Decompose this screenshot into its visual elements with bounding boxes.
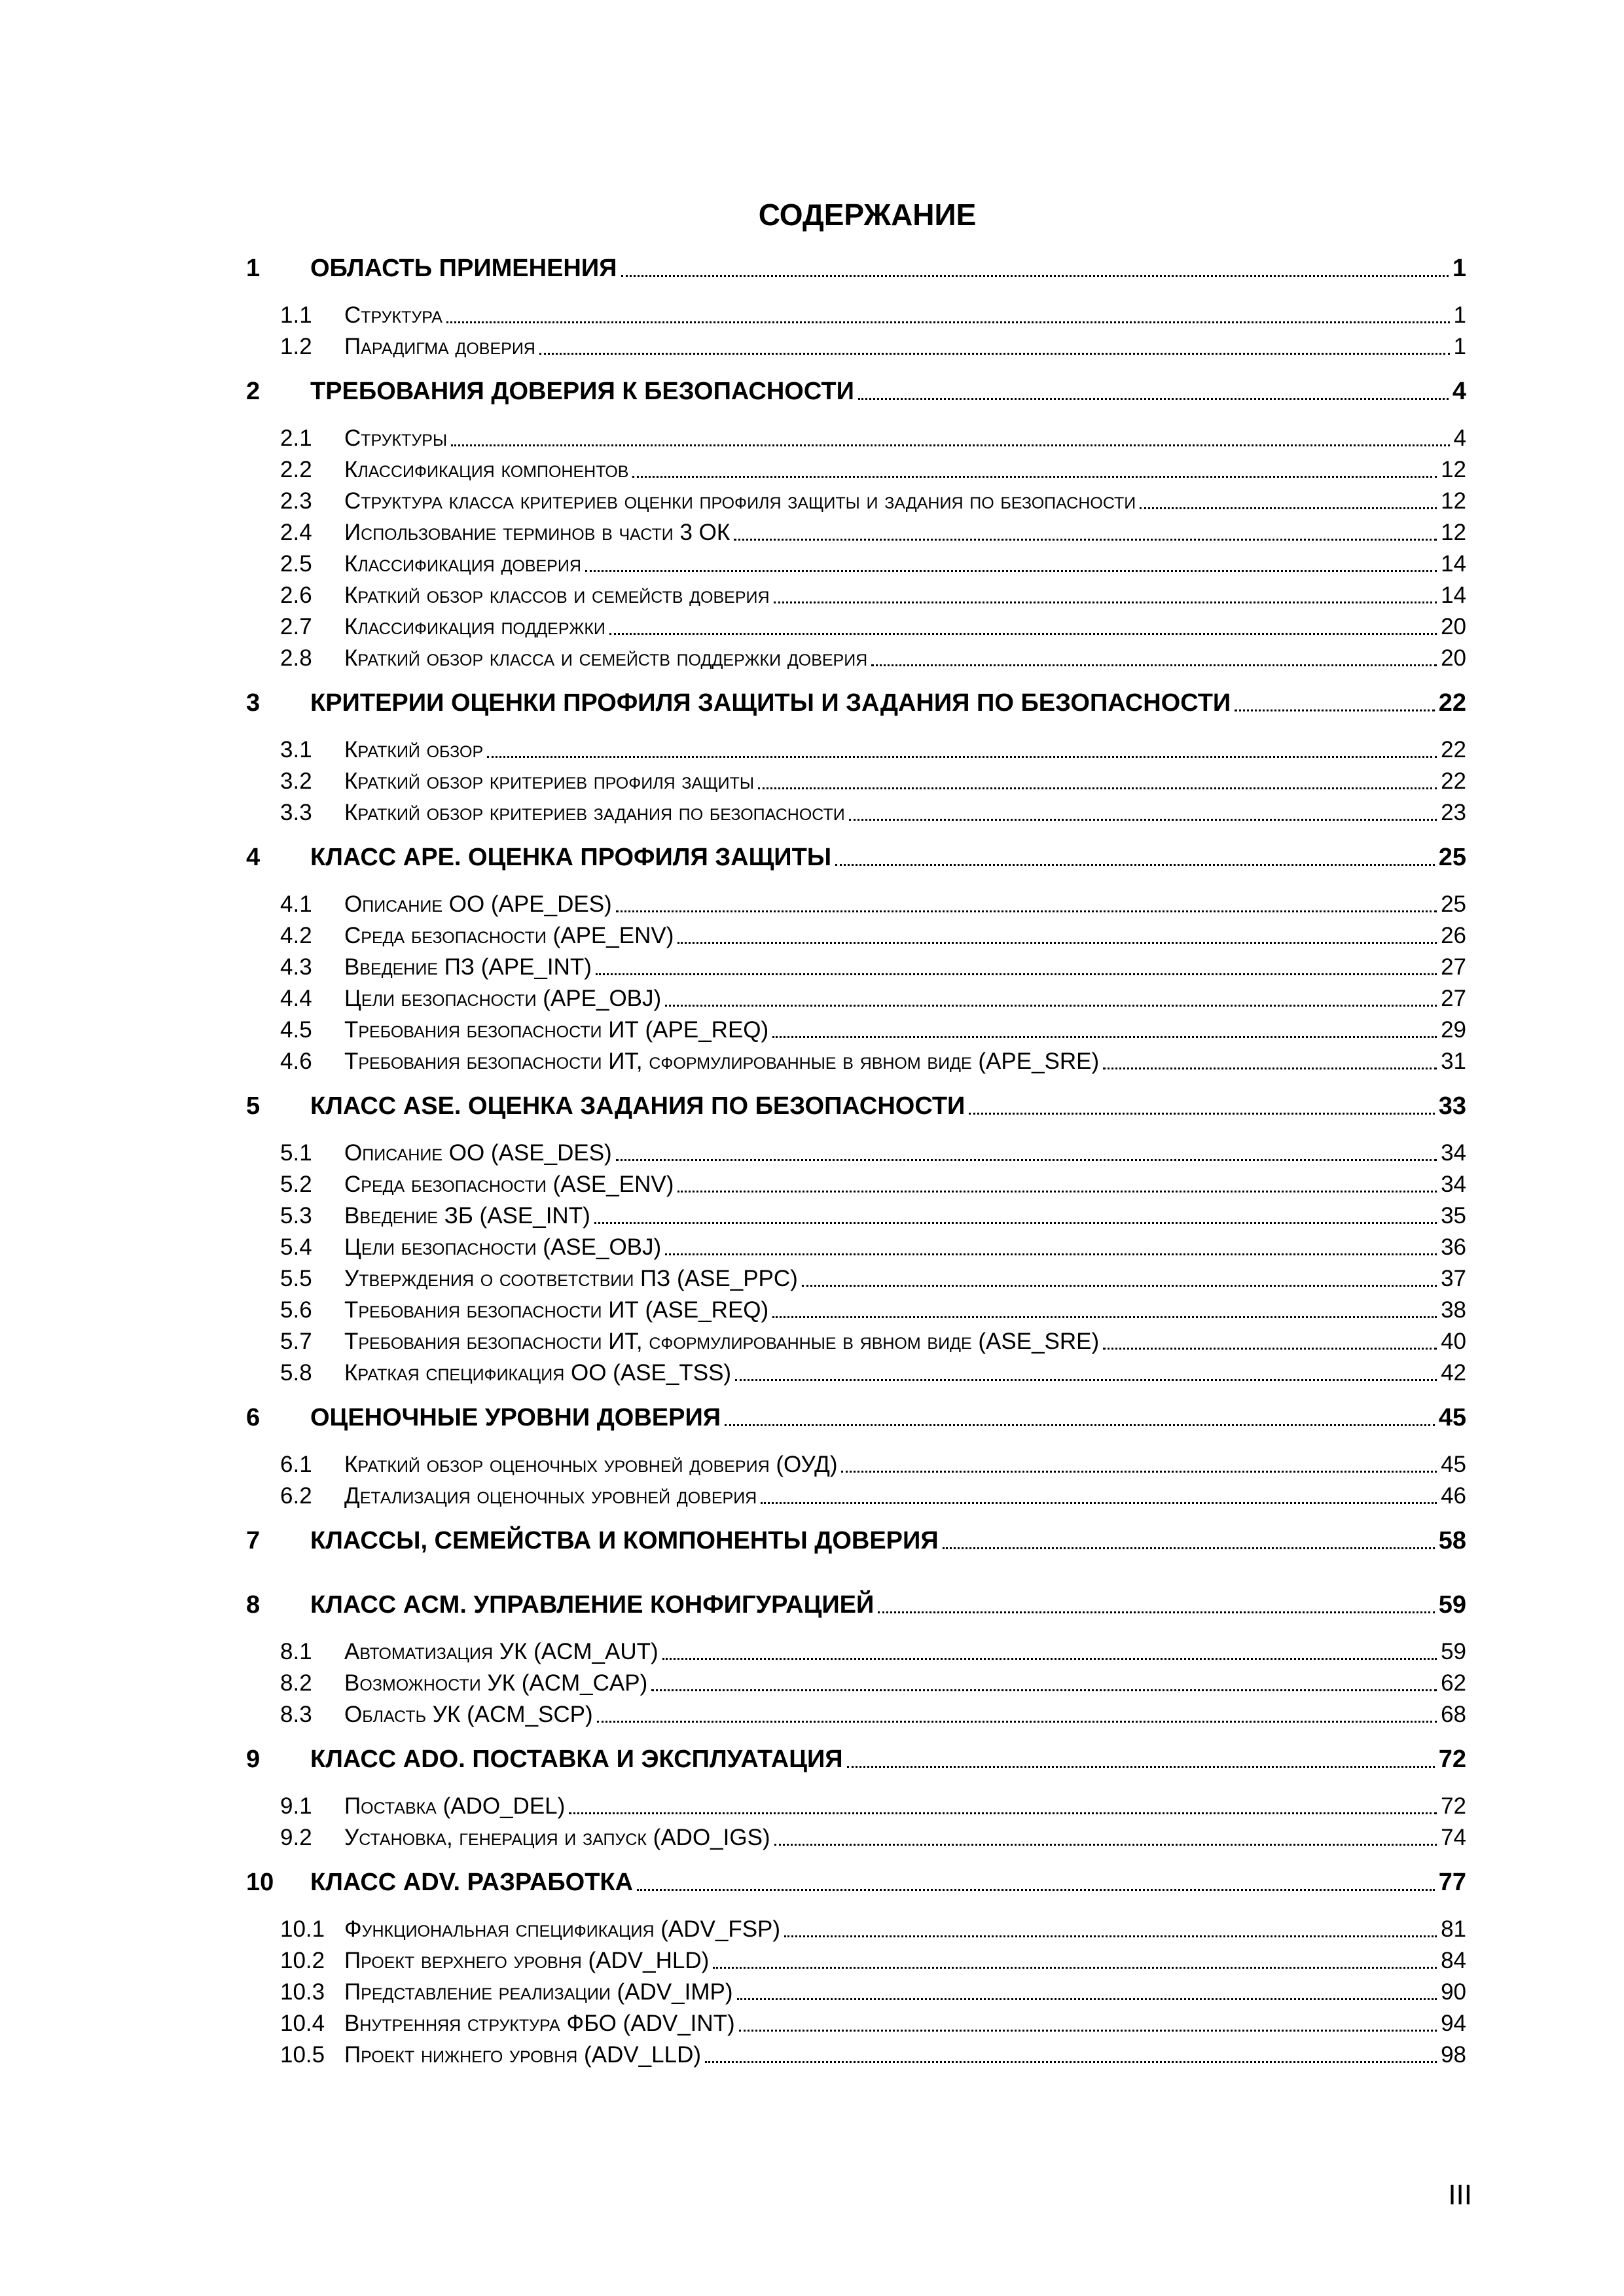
toc-entry-body <box>344 1295 1466 1325</box>
toc-entry-page: 26 <box>1441 923 1466 948</box>
toc-entry-body <box>310 1402 1466 1433</box>
toc-entry-title[interactable]: Проект нижнего уровня (ADV_LLD) <box>344 2042 702 2068</box>
toc-entry-body <box>344 518 1466 548</box>
toc-entry-body <box>344 1138 1466 1168</box>
toc-entry-title[interactable]: Установка, генерация и запуск (ADO_IGS) <box>344 1825 770 1850</box>
toc-entry-body <box>344 952 1466 982</box>
toc-entry-number: 3 <box>246 689 261 717</box>
toc-entry-page: 62 <box>1441 1670 1466 1696</box>
toc-section-row[interactable] <box>0 643 1624 673</box>
toc-entry-title[interactable]: Внутренняя структура ФБО (ADV_INT) <box>344 2011 735 2036</box>
dot-leader <box>632 476 1437 478</box>
dot-leader <box>662 1658 1437 1660</box>
toc-section-row[interactable] <box>0 332 1624 362</box>
toc-entry-number: 5.4 <box>280 1234 312 1260</box>
toc-entry-page: 14 <box>1441 583 1466 608</box>
toc-entry-body <box>344 486 1466 516</box>
toc-entry-page: 20 <box>1441 645 1466 671</box>
toc-section-row[interactable] <box>0 423 1624 454</box>
toc-entry-title[interactable]: КЛАСС ACM. УПРАВЛЕНИЕ КОНФИГУРАЦИЕЙ <box>310 1591 875 1619</box>
toc-section-row[interactable] <box>0 1015 1624 1045</box>
toc-section-row[interactable] <box>0 1327 1624 1357</box>
toc-entry-number: 2.6 <box>280 583 312 608</box>
toc-section-row[interactable] <box>0 766 1624 797</box>
toc-entry-body <box>344 1358 1466 1388</box>
toc-entry-number: 10.2 <box>280 1948 325 1973</box>
toc-section-row[interactable] <box>0 455 1624 485</box>
dot-leader <box>772 1316 1437 1318</box>
toc-entry-page: 37 <box>1441 1266 1466 1291</box>
toc-entry-number: 4.4 <box>280 986 312 1011</box>
toc-section-row[interactable] <box>0 1637 1624 1667</box>
toc-entry-title[interactable]: Требования безопасности ИТ, сформулированные в явном виде (APE_SRE) <box>344 1049 1100 1074</box>
toc-entry-number: 9.2 <box>280 1825 312 1850</box>
toc-entry-page: 22 <box>1441 768 1466 794</box>
toc-entry-page: 12 <box>1441 520 1466 545</box>
toc-entry-title[interactable]: Требования безопасности ИТ, сформулированные в явном виде (ASE_SRE) <box>344 1329 1100 1354</box>
page-number-label: III <box>1448 2179 1472 2211</box>
toc-section-row[interactable] <box>0 1264 1624 1294</box>
toc-entry-number: 3.2 <box>280 768 312 794</box>
toc-entry-body <box>310 1090 1466 1122</box>
toc-entry-title[interactable]: Краткий обзор классов и семейств доверия <box>344 583 770 608</box>
toc-entry-number: 2.4 <box>280 520 312 545</box>
dot-leader <box>784 1935 1437 1937</box>
dot-leader <box>735 1379 1437 1381</box>
toc-section-row[interactable] <box>0 1946 1624 1976</box>
toc-entry-title[interactable]: Среда безопасности (ASE_ENV) <box>344 1172 674 1197</box>
toc-entry-number: 4.3 <box>280 954 312 980</box>
toc-entry-body <box>344 612 1466 642</box>
toc-entry-body <box>310 687 1466 719</box>
dot-leader <box>446 321 1450 323</box>
toc-section-row[interactable] <box>0 1823 1624 1853</box>
dot-leader <box>651 1689 1437 1691</box>
toc-entry-number: 4 <box>246 844 261 871</box>
toc-section-row[interactable] <box>0 984 1624 1014</box>
toc-entry-title[interactable]: ОБЛАСТЬ ПРИМЕНЕНИЯ <box>310 255 617 282</box>
toc-entry-title[interactable]: Утверждения о соответствии ПЗ (ASE_PPC) <box>344 1266 798 1291</box>
toc-entry-number: 1.1 <box>280 302 312 328</box>
toc-entry-title[interactable]: КЛАСС APE. ОЦЕНКА ПРОФИЛЯ ЗАЩИТЫ <box>310 844 832 871</box>
toc-chapter-row[interactable] <box>0 687 1624 719</box>
toc-entry-number: 10.1 <box>280 1916 325 1942</box>
toc-entry-number: 8 <box>246 1591 261 1619</box>
toc-entry-page: 72 <box>1441 1793 1466 1819</box>
toc-section-row[interactable] <box>0 518 1624 548</box>
toc-entry-page: 38 <box>1441 1297 1466 1323</box>
toc-entry-title[interactable]: КЛАСС ADV. РАЗРАБОТКА <box>310 1869 634 1896</box>
toc-entry-page: 4 <box>1452 378 1466 405</box>
dot-leader <box>774 601 1437 603</box>
toc-entry-body <box>344 1823 1466 1853</box>
toc-chapter-row[interactable] <box>0 253 1624 284</box>
dot-leader <box>597 1721 1437 1723</box>
toc-entry-page: 36 <box>1441 1234 1466 1260</box>
toc-entry-body <box>344 1791 1466 1821</box>
toc-entry-number: 1.2 <box>280 334 312 359</box>
dot-leader <box>621 275 1449 277</box>
toc-entry-number: 5.1 <box>280 1140 312 1166</box>
dot-leader <box>665 1005 1437 1007</box>
toc-entry-body <box>344 1327 1466 1357</box>
dot-leader <box>758 787 1437 789</box>
toc-chapter-row[interactable] <box>0 1402 1624 1433</box>
toc-entry-page: 14 <box>1441 551 1466 577</box>
toc-entry-body <box>344 1047 1466 1077</box>
toc-entry-body <box>310 376 1466 407</box>
toc-entry-page: 84 <box>1441 1948 1466 1973</box>
toc-entry-page: 98 <box>1441 2042 1466 2068</box>
toc-entry-title[interactable]: Структуры <box>344 425 448 451</box>
dot-leader <box>616 910 1437 912</box>
toc-section-row[interactable] <box>0 1700 1624 1730</box>
toc-entry-number: 3.3 <box>280 800 312 825</box>
dot-leader <box>849 819 1437 821</box>
dot-leader <box>705 2061 1437 2063</box>
toc-entry-body <box>344 1201 1466 1231</box>
toc-section-row[interactable] <box>0 1791 1624 1821</box>
dot-leader <box>677 942 1437 944</box>
toc-section-row[interactable] <box>0 1047 1624 1077</box>
toc-entry-body <box>344 2040 1466 2070</box>
toc-entry-number: 9 <box>246 1746 261 1773</box>
toc-entry-page: 12 <box>1441 457 1466 482</box>
toc-entry-number: 2.3 <box>280 488 312 514</box>
toc-section-row[interactable] <box>0 735 1624 765</box>
toc-entry-number: 10.4 <box>280 2011 325 2036</box>
toc-entry-title[interactable]: Описание ОО (ASE_DES) <box>344 1140 612 1166</box>
toc-section-row[interactable] <box>0 549 1624 579</box>
toc-entry-body <box>344 921 1466 951</box>
toc-entry-page: 81 <box>1441 1916 1466 1942</box>
dot-leader <box>713 1967 1437 1969</box>
toc-entry-body <box>344 549 1466 579</box>
toc-entry-title[interactable]: КЛАСС ADO. ПОСТАВКА И ЭКСПЛУАТАЦИЯ <box>310 1746 843 1773</box>
toc-entry-body <box>310 1867 1466 1898</box>
toc-entry-body <box>344 1264 1466 1294</box>
toc-entry-number: 9.1 <box>280 1793 312 1819</box>
dot-leader <box>677 1191 1437 1193</box>
toc-entry-title[interactable]: Краткий обзор <box>344 737 484 762</box>
toc-entry-number: 6.1 <box>280 1452 312 1477</box>
toc-entry-page: 4 <box>1453 425 1466 451</box>
toc-section-row[interactable] <box>0 889 1624 920</box>
toc-entry-page: 72 <box>1438 1746 1466 1773</box>
toc-section-row[interactable] <box>0 921 1624 951</box>
dot-leader <box>594 1222 1437 1224</box>
dot-leader <box>1103 1067 1437 1069</box>
dot-leader <box>858 398 1449 400</box>
toc-section-row[interactable] <box>0 1170 1624 1200</box>
dot-leader <box>451 444 1449 446</box>
dot-leader <box>847 1766 1435 1768</box>
toc-section-row[interactable] <box>0 952 1624 982</box>
toc-entry-title[interactable]: ОЦЕНОЧНЫЕ УРОВНИ ДОВЕРИЯ <box>310 1404 721 1431</box>
toc-entry-title[interactable]: Область УК (ACM_SCP) <box>344 1702 593 1727</box>
toc-entry-page: 35 <box>1441 1203 1466 1229</box>
toc-entry-page: 77 <box>1438 1869 1466 1896</box>
toc-entry-title[interactable]: Использование терминов в части 3 ОК <box>344 520 731 545</box>
toc-entry-page: 25 <box>1441 891 1466 917</box>
toc-chapter-row[interactable] <box>0 1867 1624 1898</box>
toc-entry-number: 8.3 <box>280 1702 312 1727</box>
toc-entry-page: 25 <box>1438 844 1466 871</box>
toc-entry-body <box>310 1744 1466 1775</box>
toc-section-row[interactable] <box>0 1668 1624 1698</box>
toc-entry-page: 42 <box>1441 1360 1466 1386</box>
toc-entry-number: 4.1 <box>280 891 312 917</box>
toc-entry-title[interactable]: Классификация доверия <box>344 551 581 577</box>
toc-entry-page: 59 <box>1441 1639 1466 1664</box>
toc-entry-body <box>310 253 1466 284</box>
dot-leader <box>772 1036 1437 1038</box>
toc-entry-number: 5.5 <box>280 1266 312 1291</box>
toc-entry-title[interactable]: Описание ОО (APE_DES) <box>344 891 612 917</box>
toc-entry-body <box>344 1481 1466 1511</box>
toc-entry-body <box>344 2009 1466 2039</box>
dot-leader <box>637 1889 1435 1891</box>
toc-entry-body <box>344 1914 1466 1945</box>
toc-entry-page: 23 <box>1441 800 1466 825</box>
dot-leader <box>774 1844 1437 1846</box>
toc-entry-number: 4.2 <box>280 923 312 948</box>
toc-entry-number: 10.3 <box>280 1979 325 2005</box>
page-title: СОДЕРЖАНИЕ <box>758 198 977 232</box>
toc-entry-number: 5 <box>246 1092 261 1120</box>
dot-leader <box>761 1502 1437 1504</box>
toc-entry-number: 8.1 <box>280 1639 312 1664</box>
toc-entry-number: 1 <box>246 255 261 282</box>
toc-entry-page: 27 <box>1441 954 1466 980</box>
toc-section-row[interactable] <box>0 2040 1624 2070</box>
toc-entry-number: 4.6 <box>280 1049 312 1074</box>
dot-leader <box>1235 709 1434 711</box>
dot-leader <box>596 973 1437 975</box>
toc-entry-page: 22 <box>1438 689 1466 717</box>
toc-entry-number: 2.1 <box>280 425 312 451</box>
toc-entry-title[interactable]: Автоматизация УК (ACM_AUT) <box>344 1639 659 1664</box>
toc-section-row[interactable] <box>0 1232 1624 1263</box>
toc-chapter-row[interactable] <box>0 1525 1624 1556</box>
toc-entry-body <box>344 1170 1466 1200</box>
toc-entry-title[interactable]: Краткий обзор критериев задания по безопасности <box>344 800 845 825</box>
toc-section-row[interactable] <box>0 581 1624 611</box>
dot-leader <box>969 1113 1434 1115</box>
dot-leader <box>616 1159 1437 1161</box>
toc-entry-page: 90 <box>1441 1979 1466 2005</box>
toc-entry-body <box>344 332 1466 362</box>
toc-entry-title[interactable]: Парадигма доверия <box>344 334 535 359</box>
toc-entry-page: 12 <box>1441 488 1466 514</box>
dot-leader <box>487 756 1437 758</box>
toc-entry-number: 4.5 <box>280 1017 312 1043</box>
toc-entry-number: 2.7 <box>280 614 312 639</box>
toc-entry-page: 94 <box>1441 2011 1466 2036</box>
toc-entry-body <box>344 581 1466 611</box>
toc-entry-body <box>344 735 1466 765</box>
toc-entry-title[interactable]: Представление реализации (ADV_IMP) <box>344 1979 733 2005</box>
toc-entry-title[interactable]: Среда безопасности (APE_ENV) <box>344 923 674 948</box>
toc-entry-body <box>344 766 1466 797</box>
toc-entry-body <box>344 455 1466 485</box>
toc-entry-body <box>344 1015 1466 1045</box>
dot-leader <box>734 539 1437 541</box>
toc-section-row[interactable] <box>0 1481 1624 1511</box>
toc-entry-title[interactable]: Детализация оценочных уровней доверия <box>344 1483 757 1509</box>
toc-section-row[interactable] <box>0 798 1624 828</box>
dot-leader <box>737 1998 1437 2000</box>
toc-entry-page: 34 <box>1441 1140 1466 1166</box>
toc-entry-body <box>310 1589 1466 1621</box>
toc-entry-number: 6.2 <box>280 1483 312 1509</box>
toc-entry-body <box>344 889 1466 920</box>
toc-section-row[interactable] <box>0 486 1624 516</box>
toc-entry-number: 6 <box>246 1404 261 1431</box>
dot-leader <box>609 633 1437 635</box>
toc-entry-page: 59 <box>1438 1591 1466 1619</box>
toc-entry-body <box>344 798 1466 828</box>
toc-entry-page: 33 <box>1438 1092 1466 1120</box>
toc-entry-number: 5.2 <box>280 1172 312 1197</box>
toc-entry-page: 40 <box>1441 1329 1466 1354</box>
dot-leader <box>1140 507 1437 509</box>
dot-leader <box>665 1253 1437 1255</box>
toc-entry-body <box>344 1450 1466 1480</box>
toc-entry-title[interactable]: Краткий обзор класса и семейств поддержки доверия <box>344 645 868 671</box>
toc-entry-body <box>344 1946 1466 1976</box>
dot-leader <box>585 570 1437 572</box>
toc-entry-page: 46 <box>1441 1483 1466 1509</box>
toc-chapter-row[interactable] <box>0 376 1624 407</box>
toc-entry-page: 22 <box>1441 737 1466 762</box>
toc-entry-page: 58 <box>1438 1527 1466 1554</box>
toc-entry-title[interactable]: Цели безопасности (APE_OBJ) <box>344 986 662 1011</box>
toc-entry-title[interactable]: КЛАССЫ, СЕМЕЙСТВА И КОМПОНЕНТЫ ДОВЕРИЯ <box>310 1527 939 1554</box>
toc-entry-page: 1 <box>1453 302 1466 328</box>
toc-entry-title[interactable]: Функциональная спецификация (ADV_FSP) <box>344 1916 781 1942</box>
toc-entry-title[interactable]: Возможности УК (ACM_CAP) <box>344 1670 648 1696</box>
dot-leader <box>943 1547 1435 1549</box>
toc-entry-number: 2.8 <box>280 645 312 671</box>
toc-entry-page: 27 <box>1441 986 1466 1011</box>
toc-entry-number: 10 <box>246 1869 274 1896</box>
dot-leader <box>802 1285 1437 1287</box>
toc-entry-title[interactable]: Поставка (ADO_DEL) <box>344 1793 566 1819</box>
toc-entry-number: 2.2 <box>280 457 312 482</box>
toc-section-row[interactable] <box>0 1977 1624 2007</box>
toc-entry-page: 45 <box>1438 1404 1466 1431</box>
toc-chapter-row[interactable] <box>0 1589 1624 1621</box>
toc-entry-number: 10.5 <box>280 2042 325 2068</box>
toc-entry-body <box>344 1977 1466 2007</box>
toc-entry-number: 5.7 <box>280 1329 312 1354</box>
toc-entry-title[interactable]: Проект верхнего уровня (ADV_HLD) <box>344 1948 710 1973</box>
dot-leader <box>725 1424 1435 1426</box>
dot-leader <box>739 2030 1437 2032</box>
toc-entry-page: 29 <box>1441 1017 1466 1043</box>
toc-entry-title[interactable]: Введение ЗБ (ASE_INT) <box>344 1203 590 1229</box>
toc-chapter-row[interactable] <box>0 1090 1624 1122</box>
toc-entry-body <box>344 1637 1466 1667</box>
toc-entry-body <box>344 643 1466 673</box>
toc-entry-title[interactable]: Требования безопасности ИТ (APE_REQ) <box>344 1017 769 1043</box>
toc-entry-page: 45 <box>1441 1452 1466 1477</box>
toc-entry-number: 7 <box>246 1527 261 1554</box>
toc-entry-number: 2 <box>246 378 261 405</box>
toc-entry-page: 1 <box>1453 334 1466 359</box>
toc-entry-page: 31 <box>1441 1049 1466 1074</box>
toc-section-row[interactable] <box>0 2009 1624 2039</box>
toc-entry-body <box>344 1700 1466 1730</box>
toc-section-row[interactable] <box>0 1138 1624 1168</box>
toc-entry-page: 34 <box>1441 1172 1466 1197</box>
toc-entry-body <box>344 984 1466 1014</box>
toc-section-row[interactable] <box>0 1358 1624 1388</box>
dot-leader <box>841 1471 1437 1473</box>
dot-leader <box>871 664 1437 666</box>
toc-entry-body <box>344 300 1466 331</box>
toc-entry-title[interactable]: Структура <box>344 302 442 328</box>
toc-entry-number: 5.8 <box>280 1360 312 1386</box>
toc-entry-body <box>344 1668 1466 1698</box>
toc-chapter-row[interactable] <box>0 842 1624 873</box>
toc-section-row[interactable] <box>0 612 1624 642</box>
toc-section-row[interactable] <box>0 1295 1624 1325</box>
dot-leader <box>835 864 1435 866</box>
dot-leader <box>1103 1348 1437 1350</box>
toc-entry-title[interactable]: Краткая спецификация ОО (ASE_TSS) <box>344 1360 732 1386</box>
toc-entry-page: 1 <box>1452 255 1466 282</box>
toc-entry-body <box>310 842 1466 873</box>
toc-entry-number: 3.1 <box>280 737 312 762</box>
toc-entry-number: 5.6 <box>280 1297 312 1323</box>
toc-entry-title[interactable]: Требования безопасности ИТ (ASE_REQ) <box>344 1297 769 1323</box>
toc-entry-page: 74 <box>1441 1825 1466 1850</box>
toc-entry-title[interactable]: Классификация компонентов <box>344 457 629 482</box>
toc-entry-number: 2.5 <box>280 551 312 577</box>
toc-entry-number: 5.3 <box>280 1203 312 1229</box>
toc-entry-title[interactable]: КЛАСС ASE. ОЦЕНКА ЗАДАНИЯ ПО БЕЗОПАСНОСТИ <box>310 1092 965 1120</box>
toc-section-row[interactable] <box>0 1914 1624 1945</box>
toc-entry-title[interactable]: Структура класса критериев оценки профиля защиты и задания по безопасности <box>344 488 1136 514</box>
toc-entry-body <box>344 423 1466 454</box>
toc-section-row[interactable] <box>0 1201 1624 1231</box>
dot-leader <box>539 353 1450 355</box>
toc-chapter-row[interactable] <box>0 1744 1624 1775</box>
toc-entry-page: 68 <box>1441 1702 1466 1727</box>
toc-entry-title[interactable]: КРИТЕРИИ ОЦЕНКИ ПРОФИЛЯ ЗАЩИТЫ И ЗАДАНИЯ ПО БЕЗОПАСНОСТИ <box>310 689 1231 717</box>
toc-entry-body <box>310 1525 1466 1556</box>
toc-entry-number: 8.2 <box>280 1670 312 1696</box>
dot-leader <box>878 1611 1434 1613</box>
toc-section-row[interactable] <box>0 300 1624 331</box>
toc-entry-title[interactable]: Классификация поддержки <box>344 614 605 639</box>
toc-entry-body <box>344 1232 1466 1263</box>
toc-entry-title[interactable]: Краткий обзор оценочных уровней доверия (ОУД) <box>344 1452 838 1477</box>
toc-entry-title[interactable]: Введение ПЗ (APE_INT) <box>344 954 592 980</box>
toc-entry-title[interactable]: Цели безопасности (ASE_OBJ) <box>344 1234 662 1260</box>
toc-entry-title[interactable]: Краткий обзор критериев профиля защиты <box>344 768 754 794</box>
dot-leader <box>569 1812 1437 1814</box>
toc-entry-page: 20 <box>1441 614 1466 639</box>
toc-section-row[interactable] <box>0 1450 1624 1480</box>
toc-entry-title[interactable]: ТРЕБОВАНИЯ ДОВЕРИЯ К БЕЗОПАСНОСТИ <box>310 378 854 405</box>
